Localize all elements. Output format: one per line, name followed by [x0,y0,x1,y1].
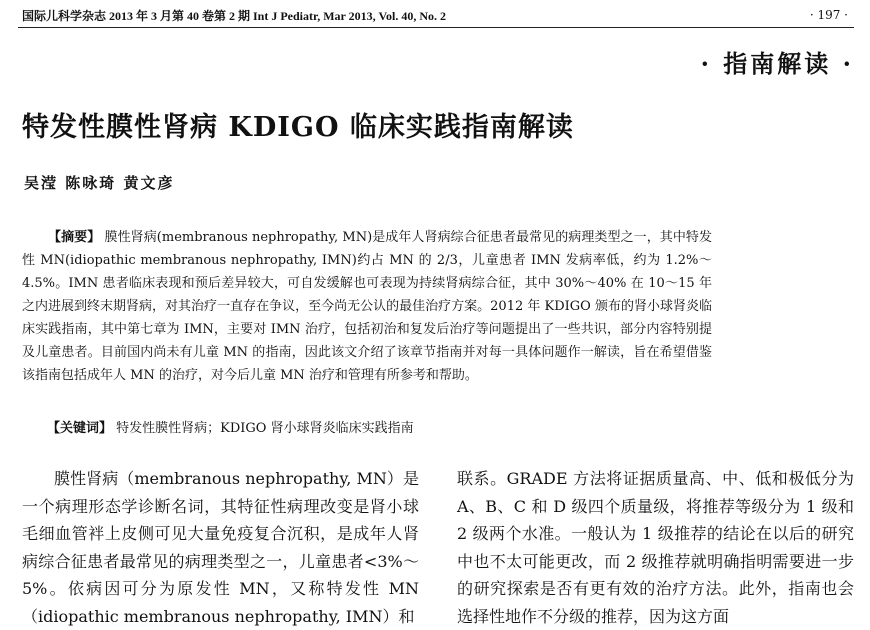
section-tag: · 指南解读 · [700,49,854,78]
keywords [47,417,414,440]
header-divider [18,27,854,28]
journal-header: 国际儿科学杂志 2013 年 3 月第 40 卷第 2 期 Int J Pediatr, Mar 2013, Vol. 40, No. 2 [22,9,447,23]
body-right-column: 联系。GRADE 方法将证据质量高、中、低和极低分为 A、B、C 和 D 级四个质量级，将推荐等级分为 1 级和 2 级两个水准。一般认为 1 级推荐的结论在以后的研究中也不太可能更改，而 2 级推荐就明确指明需要进一步的研究探索是否有更有效的治疗方法。此外，指南也会选择性地作不分级的推荐，因为这方面 [457,469,854,626]
keywords-text: 特发性膜性肾病；KDIGO 肾小球肾炎临床实践指南 [116,421,414,436]
authors: 吴滢 陈咏琦 黄文彦 [24,174,175,192]
page-number: · 197 · [809,8,848,22]
article-title: 特发性膜性肾病 KDIGO 临床实践指南解读 [22,112,574,143]
abstract [22,226,712,387]
abstract-label: 【摘要】 [48,230,101,245]
abstract-text: 膜性肾病(membranous nephropathy, MN)是成年人肾病综合征患者最常见的病理类型之一，其中特发性 MN(idiopathic membranous nephropathy, IMN)约占 MN 的 2/3，儿童患者 IMN 发病率低，约为 1.2%～4.5%。IMN 患者临床表现和预后差异较大，可自发缓解也可表现为持续肾病综合征，其中 30%～40% 在 10～15 年之内进展到终末期肾病，对其治疗一直存在争议，至今尚无公认的最佳治疗方案。2012 年 KDIGO 颁布的肾小球肾炎临床实践指南，其中第七章为 IMN，主要对 IMN 治疗，包括初治和复发后治疗等问题提出了一些共识，部分内容特别提及儿童患者。目前国内尚未有儿童 MN 的指南，因此该文介绍了该章节指南并对每一具体问题作一解读，旨在希望借鉴该指南包括成年人 MN 的治疗，对今后儿童 MN 治疗和管理有所参考和帮助。 [22,230,712,383]
body-left-column: 膜性肾病（membranous nephropathy, MN）是一个病理形态学诊断名词，其特征性病理改变是肾小球毛细血管袢上皮侧可见大量免疫复合沉积，是成年人肾病综合征患者最常见的病理类型之一，儿童患者<3%～5%。依病因可分为原发性 MN，又称特发性 MN（idiopathic membranous nephropathy, IMN）和 [22,469,419,626]
keywords-label: 【关键词】 [47,421,113,436]
